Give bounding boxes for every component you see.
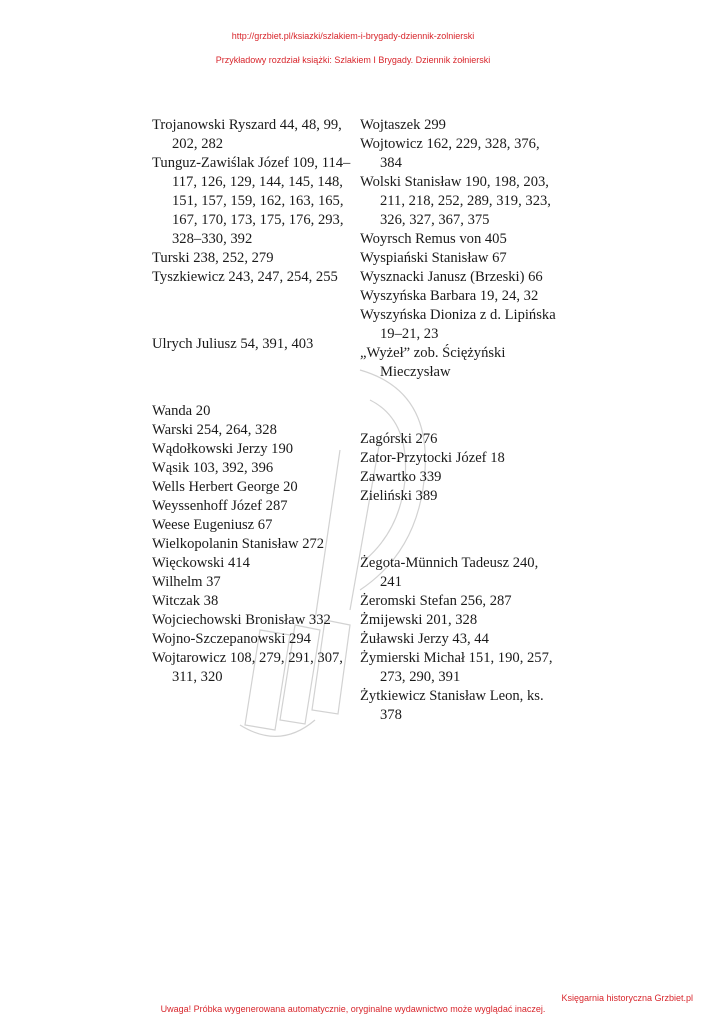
index-entry: Trojanowski Ryszard 44, 48, 99, 202, 282 xyxy=(152,117,342,152)
index-entry: Warski 254, 264, 328 xyxy=(152,422,277,439)
index-column-right xyxy=(360,116,560,725)
index-entry: Weese Eugeniusz 67 xyxy=(152,517,273,534)
index-entry: Więckowski 414 xyxy=(152,555,250,572)
index-entry: „Wyżeł” zob. Ściężyński Mieczysław xyxy=(360,345,506,380)
index-entry: Żytkiewicz Stanisław Leon, ks. 378 xyxy=(360,688,544,724)
index-gap xyxy=(152,369,352,388)
index-entry: Wąsik 103, 392, 396 xyxy=(152,460,274,477)
index-entry: Wądołkowski Jerzy 190 xyxy=(152,441,294,458)
index-entry: Zagórski 276 xyxy=(360,431,438,448)
index-entry: Woyrsch Remus von 405 xyxy=(360,231,507,247)
index-entry: Wells Herbert George 20 xyxy=(152,479,298,496)
index-gap xyxy=(360,397,560,416)
index-entry: Wanda 20 xyxy=(152,403,211,420)
index-entry: Wojciechowski Bronisław 332 xyxy=(152,612,331,629)
index-entry: Wolski Stanisław 190, 198, 203, 211, 218, 252, 289, 319, 323, 326, 327, 367, 375 xyxy=(360,174,551,228)
index-entry: Żymierski Michał 151, 190, 257, 273, 290, 391 xyxy=(360,650,553,686)
index-entry: Tunguz-Zawiślak Józef 109, 114–117, 126, 129, 144, 145, 148, 151, 157, 159, 162, 163, 165, 167, 170, 173, 175, 176, 293, 328–330, 392 xyxy=(152,155,351,247)
index-column-left xyxy=(152,116,352,687)
index-entry: Żeromski Stefan 256, 287 xyxy=(360,593,512,610)
index-entry: Zieliński 389 xyxy=(360,488,438,505)
index-entry: Wojno-Szczepanowski 294 xyxy=(152,631,311,648)
index-entry: Wysznacki Janusz (Brzeski) 66 xyxy=(360,269,543,285)
index-gap xyxy=(360,521,560,540)
sample-chapter-note: Przykładowy rozdział książki: Szlakiem I Brygady. Dziennik żołnierski xyxy=(215,55,491,65)
index-entry: Zawartko 339 xyxy=(360,469,442,486)
index-gap xyxy=(152,302,352,321)
index-entry: Wyspiański Stanisław 67 xyxy=(360,250,507,266)
index-entry: Zator-Przytocki Józef 18 xyxy=(360,450,505,467)
index-entry: Turski 238, 252, 279 xyxy=(152,250,274,266)
footer-shop-link[interactable]: Księgarnia historyczna Grzbiet.pl xyxy=(561,993,693,1003)
index-entry: Ulrych Juliusz 54, 391, 403 xyxy=(152,336,314,353)
index-entry: Wilhelm 37 xyxy=(152,574,221,591)
index-entry: Witczak 38 xyxy=(152,593,219,610)
index-entry: Wojtarowicz 108, 279, 291, 307, 311, 320 xyxy=(152,650,343,686)
index-entry: Wyszyńska Dioniza z d. Lipińska 19–21, 23 xyxy=(360,307,556,342)
index-entry: Wielkopolanin Stanisław 272 xyxy=(152,536,325,553)
index-entry: Weyssenhoff Józef 287 xyxy=(152,498,288,515)
index-entry: Wojtaszek 299 xyxy=(360,117,446,133)
index-entry: Żmijewski 201, 328 xyxy=(360,612,478,629)
index-entry: Wojtowicz 162, 229, 328, 376, 384 xyxy=(360,136,540,171)
index-entry: Tyszkiewicz 243, 247, 254, 255 xyxy=(152,269,338,285)
source-url[interactable]: http://grzbiet.pl/ksiazki/szlakiem-i-brygady-dziennik-zolnierski xyxy=(231,31,475,41)
index-entry: Żuławski Jerzy 43, 44 xyxy=(360,631,489,648)
index-entry: Żegota-Münnich Tadeusz 240, 241 xyxy=(360,555,539,591)
index-entry: Wyszyńska Barbara 19, 24, 32 xyxy=(360,288,539,304)
footer-disclaimer: Uwaga! Próbka wygenerowana automatycznie, oryginalne wydawnictwo może wyglądać inaczej. xyxy=(160,1004,546,1014)
